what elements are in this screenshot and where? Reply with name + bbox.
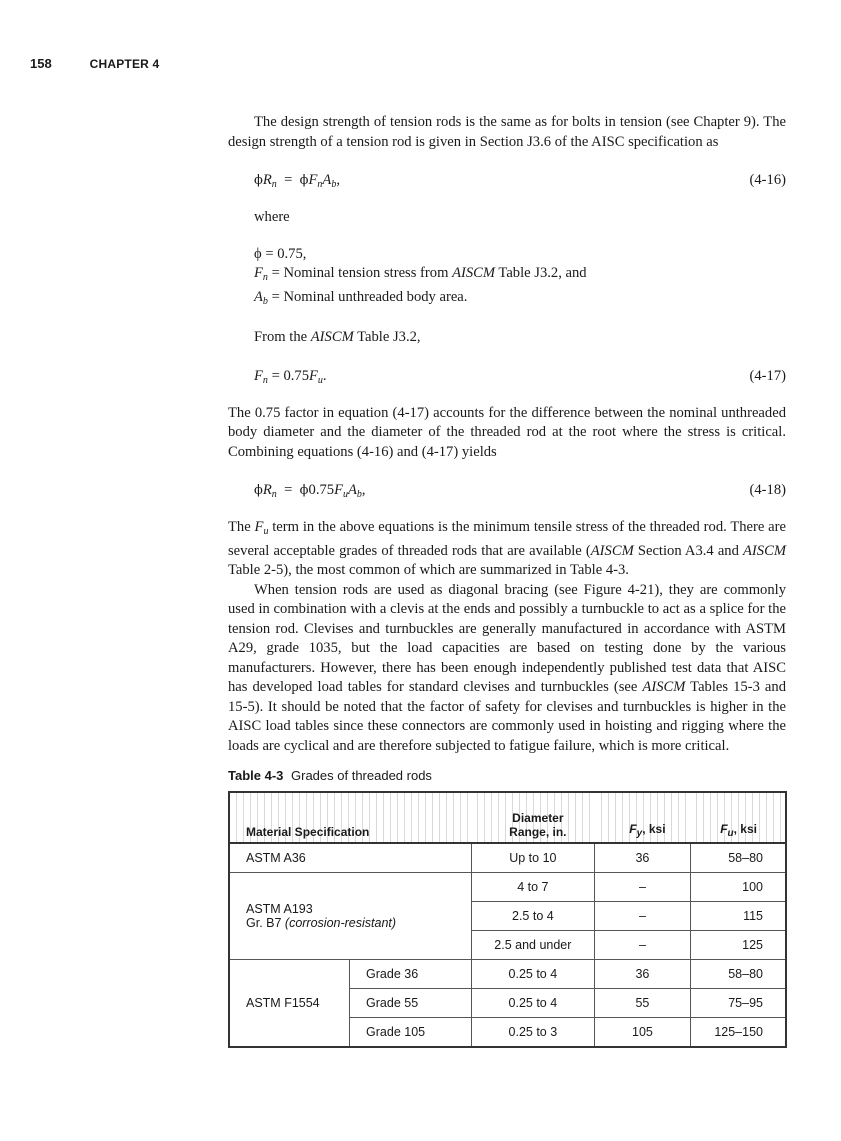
page-header [30,56,159,71]
where-label: where [254,209,290,225]
equation-number: (4-18) [749,482,786,498]
paragraph-2: The 0.75 factor in equation (4-17) accounts for the difference between the nominal unthreaded body diameter and the diameter of the threaded rod at the root where the stress is critical. Combining equations (4-16) and (4-17) yields [228,404,786,460]
header-material: Material Specification [229,792,471,843]
grades-table [228,791,787,1048]
header-fu: $F_u$, ksi [690,792,786,843]
body-text [228,113,786,756]
table-row: Grade 105 0.25 to 3 105 125–150 [229,1018,786,1048]
table-row: ASTM A193 Gr. B7 (corrosion-resistant) 4 to 7 – 100 [229,873,786,902]
equation-4-16: $\phi R_n = \phi F_nA_b$, (4-16) [254,172,786,190]
table-caption [228,768,432,783]
definition-phi: ϕ = 0.75, [254,245,307,262]
paragraph-4: When tension rods are used as diagonal bracing (see Figure 4-21), they are commonly used in combination with a clevis at the ends and possibly a turnbuckle to act as a splice for the tension rod. Clevises and turnbuckles are generally manufactured in accordance with ASTM A29, grade 1035, but the load capacities are based on testing done by the various manufacturers. However, there has been enough independently published test data that AISC has developed load tables for standard clevises and turnbuckles (see AISCM Tables 15-3 and 15-5). It should be noted that the factor of safety for clevises and turnbuckles is higher in the AISC load tables since these connectors are commonly used in hoisting and rigging where the loads are cyclical and are therefore subjected to fatigue failure, which is more critical. [228,581,786,754]
table-label: Table 4-3 [228,768,284,783]
equation-4-17: $F_n = 0.75F_u$. (4-17) [254,367,786,386]
paragraph-1: The design strength of tension rods is the same as for bolts in tension (see Chapter 9). The design strength of a tension rod is given in Section J3.6 of the AISC specification as [228,114,786,150]
table-row: ASTM F1554 Grade 36 0.25 to 4 36 58–80 [229,960,786,989]
from-table-text: From the AISCM Table J3.2, [254,329,421,345]
equation-number: (4-16) [749,172,786,188]
table-row: Grade 55 0.25 to 4 55 75–95 [229,989,786,1018]
header-diameter: Diameter Range, in. [471,792,595,843]
page-number: 158 [30,56,52,71]
table-row: ASTM A36 Up to 10 36 58–80 [229,843,786,873]
equation-number: (4-17) [749,367,786,384]
equation-4-18: $\phi R_n = \phi 0.75F_uA_b$, (4-18) [254,482,786,500]
definition-fn: $F_n$ = Nominal tension stress from AISCM Table J3.2, and [254,265,587,283]
paragraph-3: The $F_u$ term in the above equations is the minimum tensile stress of the threaded rod. There are several acceptable grades of threaded rods that are available (AISCM Section A3.4 and AISCM Table 2-5), the most common of which are summarized in Table 4-3. [228,519,786,578]
table-header-row [229,792,786,843]
table-title: Grades of threaded rods [291,768,432,783]
header-fy: $F_y$, ksi [595,792,691,843]
table-row: 2.5 and under – 125 [229,931,786,960]
material-f1554: ASTM F1554 [229,960,350,1048]
table-row: 2.5 to 4 – 115 [229,902,786,931]
definition-ab: $A_b$ = Nominal unthreaded body area. [254,288,468,307]
material-a193: ASTM A193 Gr. B7 (corrosion-resistant) [229,873,471,960]
chapter-title: CHAPTER 4 [89,57,160,71]
